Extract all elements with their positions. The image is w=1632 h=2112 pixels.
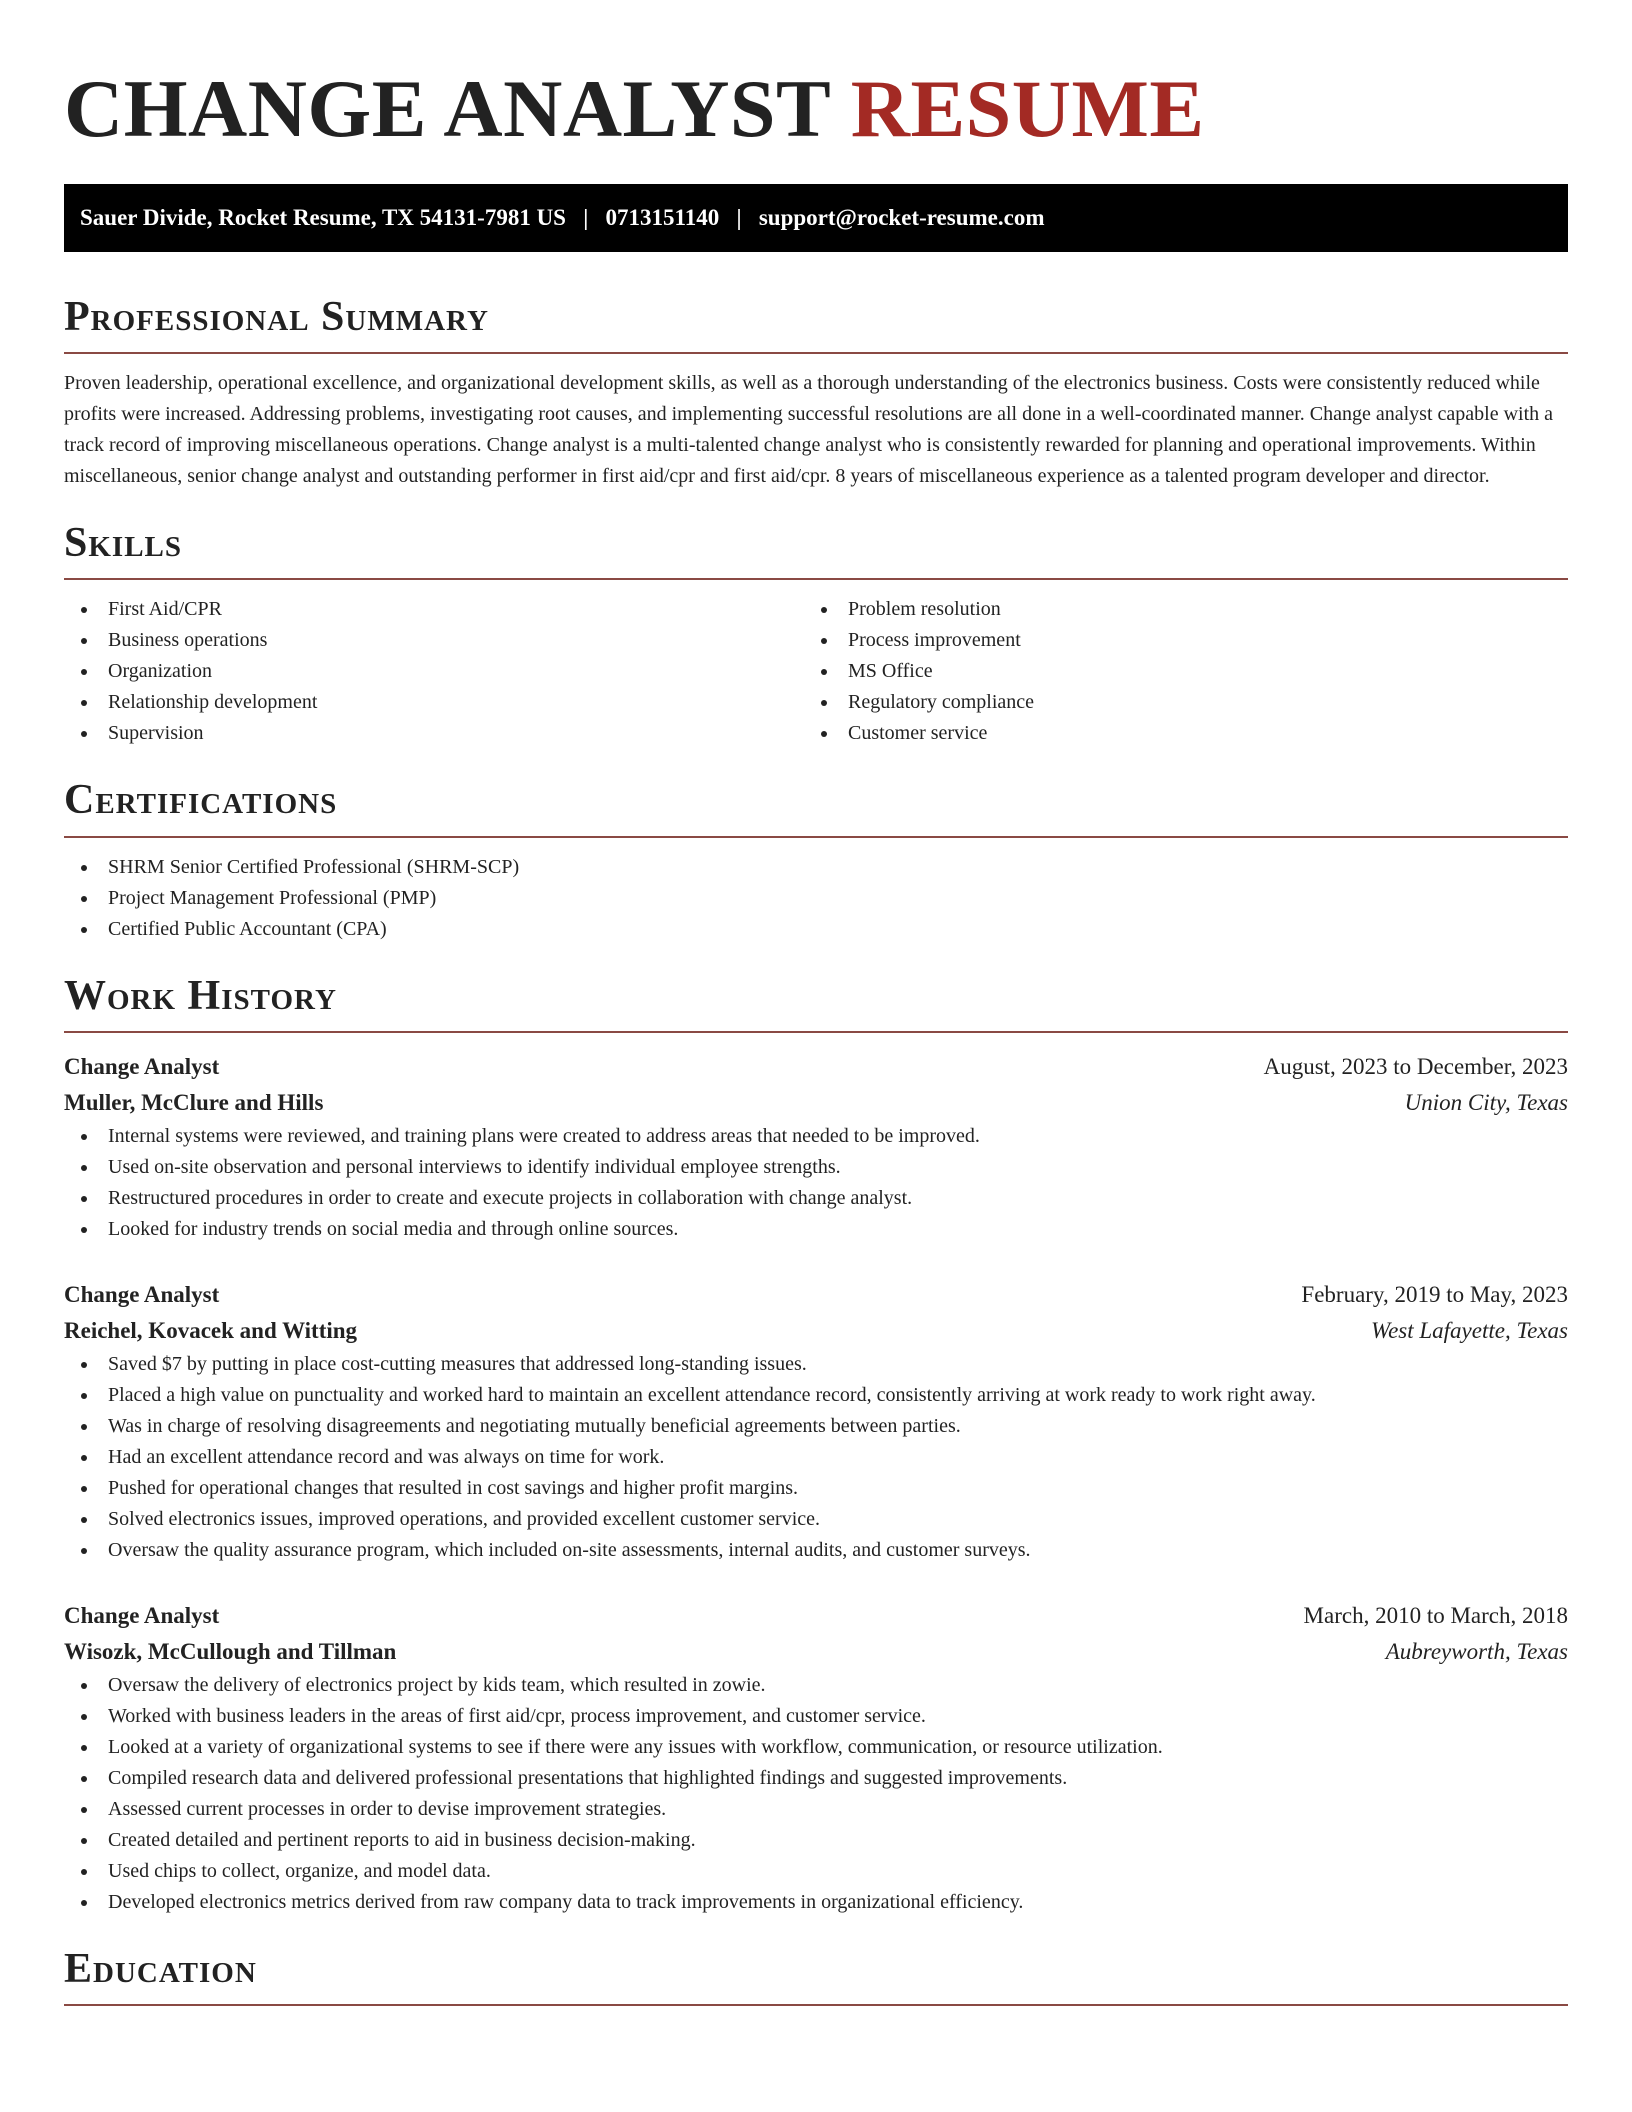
- title-part-2: RESUME: [850, 63, 1205, 154]
- work-history-section: [64, 973, 1568, 1918]
- job-company: Muller, McClure and Hills: [64, 1089, 324, 1115]
- skill-item: MS Office: [804, 656, 1544, 687]
- job-entry: [64, 1598, 1568, 1918]
- job-bullet: Restructured procedures in order to create and execute projects in collaboration with change analyst.: [64, 1183, 1568, 1214]
- skills-heading: Skills: [64, 520, 183, 567]
- summary-heading: Professional Summary: [64, 294, 489, 340]
- job-bullet: Worked with business leaders in the areas of first aid/cpr, process improvement, and customer service.: [64, 1701, 1568, 1732]
- skills-section: [64, 520, 1568, 749]
- resume-title: [64, 58, 1568, 154]
- work-history-heading: Work History: [64, 972, 337, 1019]
- skill-item: Organization: [64, 656, 804, 687]
- job-bullet: Placed a high value on punctuality and worked hard to maintain an excellent attendance record, consistently arriving at work ready to work right away.: [64, 1380, 1568, 1411]
- job-location: West Lafayette, Texas: [1371, 1317, 1568, 1343]
- summary-text: Proven leadership, operational excellence, and organizational development skills, as well as a thorough understanding of the electronics business. Costs were consistently reduced while profits were increased. Addressing problems, investigating root causes, and implementing successful resolutions are all done in a well-coordinated manner. Change analyst capable with a track record of improving miscellaneous operations. Change analyst is a multi-talented change analyst who is consistently rewarded for planning and operational improvements. Within miscellaneous, senior change analyst and outstanding performer in first aid/cpr and first aid/cpr. 8 years of miscellaneous experience as a talented program developer and director.: [64, 372, 1554, 488]
- job-bullet: Oversaw the delivery of electronics project by kids team, which resulted in zowie.: [64, 1670, 1568, 1701]
- skill-item: First Aid/CPR: [64, 594, 804, 625]
- title-part-1: CHANGE ANALYST: [64, 63, 830, 154]
- job-entry: [64, 1277, 1568, 1566]
- skill-item: Regulatory compliance: [804, 687, 1544, 718]
- certification-item: Project Management Professional (PMP): [64, 883, 1568, 914]
- skills-left-list: [64, 594, 804, 749]
- job-title: Change Analyst: [64, 1281, 220, 1307]
- section-divider: [64, 836, 1568, 838]
- certification-item: SHRM Senior Certified Professional (SHRM-SCP): [64, 852, 1568, 883]
- job-bullet: Looked for industry trends on social media and through online sources.: [64, 1214, 1568, 1245]
- job-bullet: Used on-site observation and personal interviews to identify individual employee strengths.: [64, 1152, 1568, 1183]
- skill-item: Business operations: [64, 625, 804, 656]
- education-heading: Education: [64, 1945, 257, 1992]
- certifications-list: [64, 852, 1568, 945]
- job-bullets: [64, 1670, 1568, 1918]
- job-bullet: Solved electronics issues, improved operations, and provided excellent customer service.: [64, 1504, 1568, 1535]
- education-section: [64, 1946, 1568, 2006]
- job-bullet: Used chips to collect, organize, and model data.: [64, 1856, 1568, 1887]
- job-title: Change Analyst: [64, 1053, 220, 1079]
- section-divider: [64, 352, 1568, 354]
- certifications-section: [64, 777, 1568, 944]
- job-bullet: Had an excellent attendance record and was always on time for work.: [64, 1442, 1568, 1473]
- job-location: Union City, Texas: [1404, 1089, 1568, 1115]
- skills-right-list: [804, 594, 1544, 749]
- job-title: Change Analyst: [64, 1602, 220, 1628]
- job-bullet: Was in charge of resolving disagreements and negotiating mutually beneficial agreements between parties.: [64, 1411, 1568, 1442]
- certification-item: Certified Public Accountant (CPA): [64, 914, 1568, 945]
- job-company: Wisozk, McCullough and Tillman: [64, 1638, 397, 1664]
- job-bullet: Internal systems were reviewed, and training plans were created to address areas that needed to be improved.: [64, 1121, 1568, 1152]
- skills-grid: [64, 594, 1568, 749]
- job-bullet: Compiled research data and delivered professional presentations that highlighted findings and suggested improvements.: [64, 1763, 1568, 1794]
- job-dates: August, 2023 to December, 2023: [1263, 1053, 1568, 1079]
- job-company: Reichel, Kovacek and Witting: [64, 1317, 358, 1343]
- certifications-heading: Certifications: [64, 777, 338, 824]
- section-divider: [64, 1031, 1568, 1033]
- skill-item: Process improvement: [804, 625, 1544, 656]
- section-divider: [64, 578, 1568, 580]
- job-dates: March, 2010 to March, 2018: [1303, 1602, 1568, 1628]
- job-location: Aubreyworth, Texas: [1385, 1638, 1568, 1664]
- contact-bar: Sauer Divide, Rocket Resume, TX 54131-7981 US | 0713151140 | support@rocket-resume.com: [64, 184, 1568, 252]
- job-entry: [64, 1049, 1568, 1245]
- job-bullet: Saved $7 by putting in place cost-cutting measures that addressed long-standing issues.: [64, 1349, 1568, 1380]
- job-dates: February, 2019 to May, 2023: [1301, 1281, 1568, 1307]
- job-bullet: Assessed current processes in order to devise improvement strategies.: [64, 1794, 1568, 1825]
- job-bullet: Developed electronics metrics derived from raw company data to track improvements in organizational efficiency.: [64, 1887, 1568, 1918]
- job-bullet: Pushed for operational changes that resulted in cost savings and higher profit margins.: [64, 1473, 1568, 1504]
- job-bullet: Oversaw the quality assurance program, which included on-site assessments, internal audits, and customer surveys.: [64, 1535, 1568, 1566]
- summary-section: [64, 294, 1568, 492]
- job-bullets: [64, 1121, 1568, 1245]
- skill-item: Relationship development: [64, 687, 804, 718]
- job-bullet: Created detailed and pertinent reports to aid in business decision-making.: [64, 1825, 1568, 1856]
- skill-item: Problem resolution: [804, 594, 1544, 625]
- job-bullet: Looked at a variety of organizational systems to see if there were any issues with workflow, communication, or resource utilization.: [64, 1732, 1568, 1763]
- skill-item: Customer service: [804, 718, 1544, 749]
- job-bullets: [64, 1349, 1568, 1566]
- skill-item: Supervision: [64, 718, 804, 749]
- section-divider: [64, 2004, 1568, 2006]
